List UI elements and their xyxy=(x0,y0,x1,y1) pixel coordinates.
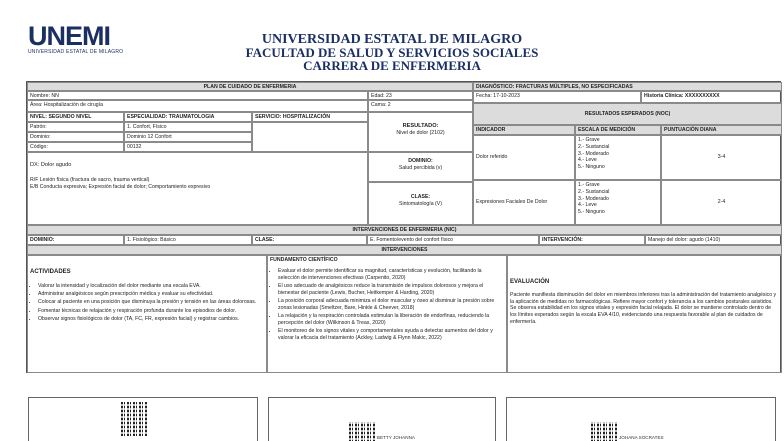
evaluation-text: Paciente manifiesta disminución del dolor en miembros inferiores tras la administración del tratamiento analgésico y la aplicación de medidas no farmacológicas. Refiere mayor confort y tolerancia a los cambios posturales asistidos. Se observa estabilidad en los signos vitales y expresión facial relajada. El dolor se mantiene controlado dentro de los límites esperados según la escala EVA 4/10, evidenciando una respuesta favorable al plan de cuidados de enfermería. xyxy=(510,291,777,325)
scale-item: 2.- Sustancial xyxy=(578,188,610,195)
domain2-block xyxy=(368,152,473,182)
score-row-1: 3-4 xyxy=(661,135,782,180)
list-item: • Administrar analgésicos según prescripción médica y evaluar su efectividad. xyxy=(38,291,264,298)
evaluation-block xyxy=(507,255,782,373)
expected-results-title: RESULTADOS ESPERADOS (NOC) xyxy=(473,103,782,125)
faculty-title: FACULTAD DE SALUD Y SERVICIOS SOCIALES xyxy=(245,45,539,60)
nic-title: INTERVENCIONES DE ENFERMERIA (NIC) xyxy=(27,225,782,235)
domain-label: Dominio: xyxy=(27,132,124,142)
result-block xyxy=(368,112,473,152)
list-item: • El uso adecuado de analgésicos reduce la transmisión de impulsos dolorosos y mejora el bienestar del paciente (Lewis, Bucher, Heitkemper & Harding, 2020) xyxy=(278,283,504,297)
signature-box-3 xyxy=(506,397,776,441)
activities-block xyxy=(27,255,267,373)
domain2-label: DOMINIO: xyxy=(408,158,433,164)
result-label: RESULTADO: xyxy=(402,123,439,129)
signature-box-1 xyxy=(28,397,258,441)
scale-row-2 xyxy=(575,180,661,225)
logo-text: UNEMI xyxy=(28,21,110,51)
plan-title: PLAN DE CUIDADO DE ENFERMERIA xyxy=(27,82,473,91)
scale-item: 2.- Sustancial xyxy=(578,143,610,150)
list-item: • Evaluar el dolor permite identificar su magnitud, características y evolución, facilitando la selección de intervenciones efectivas (Carpenito, 2020) xyxy=(278,268,504,282)
related-factor: R/F Lesión física (fractura de sacro, trauma vertical) xyxy=(30,177,150,184)
class-block xyxy=(368,182,473,225)
class-value: Sintomatología (V) xyxy=(399,200,442,207)
bed: Cama: 2 xyxy=(368,100,473,112)
qr-code xyxy=(121,402,147,436)
scale-row-1 xyxy=(575,135,661,180)
scale-item: 1.- Grave xyxy=(578,137,600,143)
col-score: PUNTUACIÓN DIANA xyxy=(661,125,782,135)
scale-item: 4.- Leve xyxy=(578,157,597,164)
patient-age: Edad: 23 xyxy=(368,91,473,100)
level: NIVEL: SEGUNDO NIVEL xyxy=(27,112,124,122)
service: SERVICIO: HOSPITALIZACIÓN xyxy=(252,112,368,122)
list-item: • Valorar la intensidad y localización del dolor mediante una escala EVA. xyxy=(38,283,264,290)
interventions-title: INTERVENCIONES xyxy=(27,245,782,255)
evidenced-by: E/B Conducta expresiva; Expresión facial de dolor; Comportamiento expresivo xyxy=(30,184,211,191)
rationale-list xyxy=(270,268,504,342)
diagnosis-title: DIAGNÓSTICO: FRACTURAS MÚLTIPLES, NO ESPECIFICADAS xyxy=(473,82,782,91)
list-item: • La relajación y la respiración controlada estimulan la liberación de endorfinas, reduciendo la percepción del dolor (Wilkinson & Treas, 2020) xyxy=(278,313,504,327)
list-item: • Fomentar técnicas de relajación y respiración profunda durante los episodios de dolor. xyxy=(38,308,264,315)
nic-domain-value: 1. Fisiológico: Básico xyxy=(124,235,252,245)
clinical-history: Historia Clínica: XXXXXXXXXX xyxy=(641,91,782,103)
list-item: • El monitoreo de los signos vitales y comportamentales ayuda a detectar aumentos del dolor y valorar la eficacia del tratamiento (Ackley, Ladwig & Flynn Makic, 2022) xyxy=(278,328,504,342)
col-indicator: INDICADOR xyxy=(473,125,575,135)
pattern-value: 1. Confort, Físico xyxy=(124,122,252,132)
list-item: • Colocar al paciente en una posición que disminuya la presión y tensión en las áreas dolorosas. xyxy=(38,299,264,306)
date: Fecha: 17-10-2023 xyxy=(473,91,641,103)
class-label: CLASE: xyxy=(410,194,431,200)
care-plan-sheet xyxy=(26,81,781,373)
col-scale: ESCALA DE MEDICIÓN xyxy=(575,125,661,135)
scale-item: 1.- Grave xyxy=(578,182,600,188)
activities-title: ACTIVIDADES xyxy=(30,269,71,275)
nursing-diagnosis: DX: Dolor agudo xyxy=(30,162,72,168)
signature-box-2 xyxy=(268,397,496,441)
logo-subtitle: UNIVERSIDAD ESTATAL DE MILAGRO xyxy=(28,49,124,55)
code-label: Código: xyxy=(27,142,124,152)
patient-name: Nombre: NN xyxy=(27,91,368,100)
scale-item: 3.- Moderado xyxy=(578,150,609,157)
nic-intervention-label: INTERVENCIÓN: xyxy=(539,235,645,245)
score-row-2: 2-4 xyxy=(661,180,782,225)
list-item: • La posición corporal adecuada minimiza el dolor muscular y óseo al disminuir la presión sobre zonas lesionadas (Smeltzer, Bare, Hinkle & Cheever, 2018) xyxy=(278,298,504,312)
nic-intervention-value: Manejo del dolor: agudo (1410) xyxy=(645,235,782,245)
rationale-block xyxy=(267,255,507,373)
nic-class-value: E. Fomento/evento del confort físico xyxy=(367,235,539,245)
code-value: 00132 xyxy=(124,142,252,152)
scale-item: 5.- Ninguno xyxy=(578,209,605,215)
scale-item: 5.- Ninguno xyxy=(578,164,605,170)
result-value: Nivel de dolor (2102) xyxy=(396,130,445,137)
signature-name-2: BETTY JOHANNA xyxy=(377,435,415,440)
university-title: UNIVERSIDAD ESTATAL DE MILAGRO xyxy=(261,32,523,47)
nic-class-label: CLASE: xyxy=(252,235,367,245)
domain2-value: Salud percibida (v) xyxy=(398,164,443,171)
career-title: CARRERA DE ENFERMERIA xyxy=(303,58,481,73)
specialty: ESPECIALIDAD: TRAUMATOLOGIA xyxy=(124,112,252,122)
qr-code xyxy=(349,422,375,441)
nic-domain-label: DOMINIO: xyxy=(27,235,124,245)
area: Área: Hospitalización de cirugía xyxy=(27,100,368,112)
indicator-row-1: Dolor referido xyxy=(473,135,575,180)
domain-value: Dominio 12 Confort xyxy=(124,132,252,142)
qr-code xyxy=(591,422,617,441)
evaluation-title: EVALUACIÓN xyxy=(510,279,550,285)
list-item: • Observar signos fisiológicos de dolor (TA, FC, FR, expresión facial) y registrar cambios. xyxy=(38,316,264,323)
pattern-label: Patrón: xyxy=(27,122,124,132)
indicator-row-2: Expresiones Faciales De Dolor xyxy=(473,180,575,225)
scale-item: 3.- Moderado xyxy=(578,195,609,202)
activities-list xyxy=(30,283,264,323)
scale-item: 4.- Leve xyxy=(578,202,597,209)
rationale-title: FUNDAMENTO CIENTÍFICO xyxy=(270,257,338,263)
empty-cell xyxy=(252,122,368,152)
diagnosis-block xyxy=(27,152,368,225)
signature-name-3: JOHANA SOCRATES xyxy=(619,435,664,440)
